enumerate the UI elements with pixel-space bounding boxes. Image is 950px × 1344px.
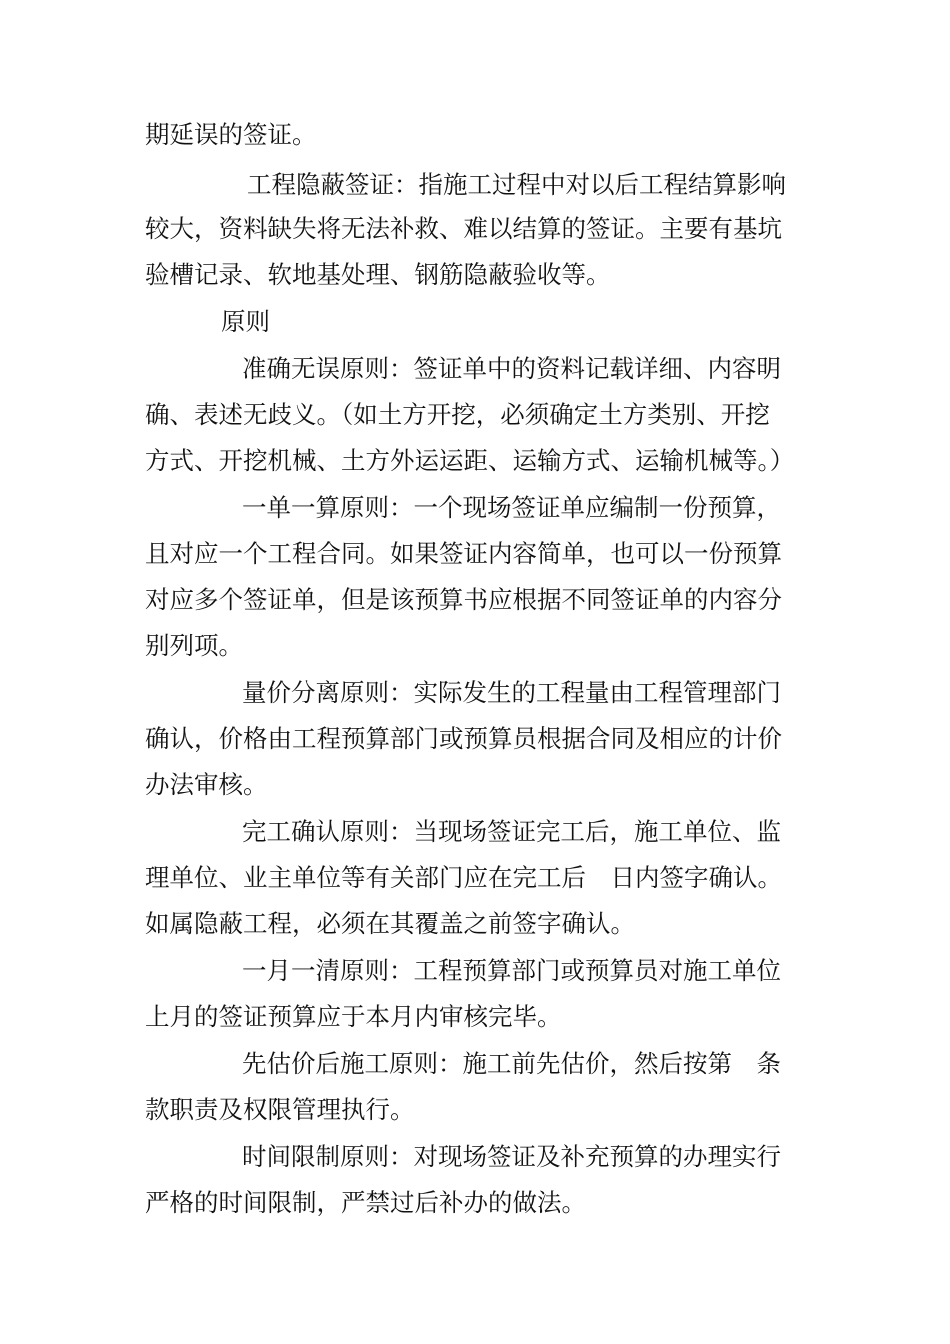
paragraph-line: 完工确认原则：当现场签证完工后，施工单位、监: [242, 817, 781, 846]
paragraph-line: 且对应一个工程合同。如果签证内容简单，也可以一份预算: [145, 539, 782, 568]
section-heading: 原则: [221, 307, 270, 336]
paragraph-line: 较大，资料缺失将无法补救、难以结算的签证。主要有基坑: [145, 214, 782, 243]
paragraph-line: 理单位、业主单位等有关部门应在完工后 日内签字确认。: [145, 863, 782, 892]
paragraph-line: 量价分离原则：实际发生的工程量由工程管理部门: [242, 678, 781, 707]
paragraph-line: 如属隐蔽工程，必须在其覆盖之前签字确认。: [145, 909, 635, 938]
paragraph-line: 严格的时间限制，严禁过后补办的做法。: [145, 1188, 586, 1217]
paragraph-line: 时间限制原则：对现场签证及补充预算的办理实行: [242, 1142, 781, 1171]
paragraph-line: 方式、开挖机械、土方外运运距、运输方式、运输机械等。）: [145, 446, 795, 475]
paragraph-line: 验槽记录、软地基处理、钢筋隐蔽验收等。: [145, 260, 611, 289]
paragraph-line: 款职责及权限管理执行。: [145, 1095, 415, 1124]
paragraph-line: 期延误的签证。: [145, 120, 317, 149]
paragraph-line: 别列项。: [145, 631, 243, 660]
paragraph-line: 一单一算原则：一个现场签证单应编制一份预算，: [242, 493, 781, 522]
paragraph-line: 确、表述无歧义。（如土方开挖，必须确定土方类别、开挖: [145, 400, 770, 429]
paragraph-line: 办法审核。: [145, 770, 268, 799]
paragraph-line: 工程隐蔽签证：指施工过程中对以后工程结算影响: [247, 170, 786, 199]
paragraph-line: 对应多个签证单，但是该预算书应根据不同签证单的内容分: [145, 585, 782, 614]
paragraph-line: 准确无误原则：签证单中的资料记载详细、内容明: [242, 354, 781, 383]
paragraph-line: 确认，价格由工程预算部门或预算员根据合同及相应的计价: [145, 724, 782, 753]
paragraph-line: 一月一清原则：工程预算部门或预算员对施工单位: [242, 956, 781, 985]
paragraph-line: 上月的签证预算应于本月内审核完毕。: [145, 1002, 562, 1031]
paragraph-line: 先估价后施工原则：施工前先估价，然后按第 条: [242, 1049, 781, 1078]
